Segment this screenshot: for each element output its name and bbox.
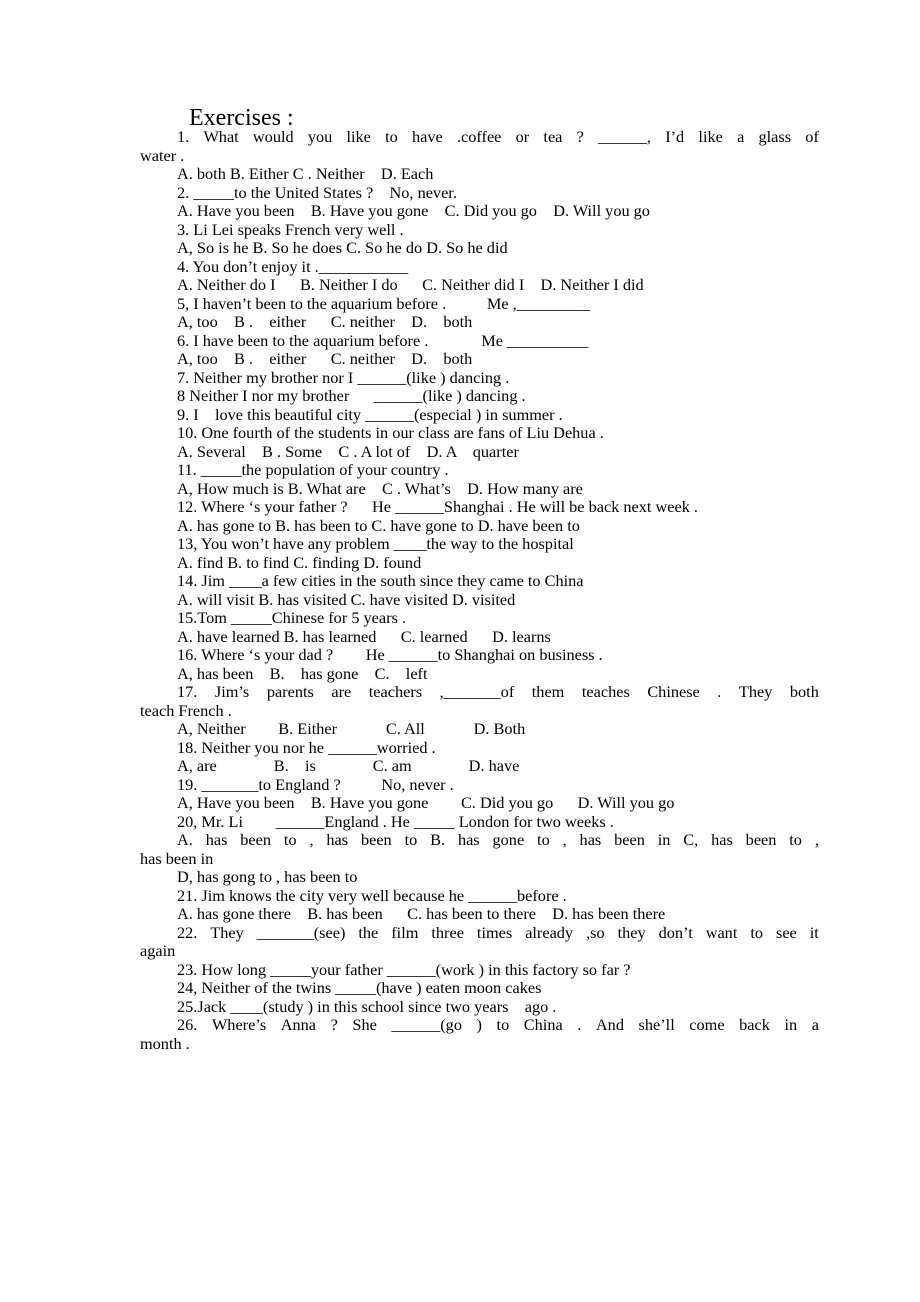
word: Where’s xyxy=(211,1015,267,1034)
word: ,so xyxy=(586,922,605,942)
word: like xyxy=(698,127,723,146)
exercise-line: 5, I haven’t been to the aquarium before . Me ,_________ xyxy=(177,293,590,313)
word: want xyxy=(705,922,738,942)
word: been xyxy=(240,830,272,849)
word: ______(go xyxy=(391,1015,462,1034)
word: in xyxy=(784,1015,798,1034)
exercise-line xyxy=(0,924,819,943)
exercise-line: A, has been B. has gone C. left xyxy=(177,663,428,683)
word: She xyxy=(352,1015,377,1034)
exercise-lines xyxy=(0,128,920,1053)
word: see xyxy=(776,922,797,942)
exercise-line: 25.Jack ____(study ) in this school since two years ago . xyxy=(177,996,557,1016)
exercise-line: 6. I have been to the aquarium before . Me __________ xyxy=(177,330,589,350)
word: to xyxy=(537,830,550,849)
word: both xyxy=(789,682,819,701)
word: been xyxy=(745,830,777,849)
word: parents xyxy=(266,682,314,701)
exercise-line: water . xyxy=(140,145,185,165)
exercise-line: 13, You won’t have any problem ____the way to the hospital xyxy=(177,534,574,553)
word: A. xyxy=(177,830,193,849)
exercise-line: 7. Neither my brother nor I ______(like ) dancing . xyxy=(177,367,510,387)
exercise-line: 4. You don’t enjoy it .___________ xyxy=(177,256,409,276)
exercise-line: 14. Jim ____a few cities in the south since they came to China xyxy=(177,571,584,590)
word: I’d xyxy=(665,127,685,146)
word: has xyxy=(457,830,480,849)
word: China xyxy=(523,1015,563,1034)
exercise-line: 23. How long _____your father ______(work ) in this factory so far ? xyxy=(177,959,631,979)
word: Anna xyxy=(280,1015,317,1034)
exercise-line: A. both B. Either C . Neither D. Each xyxy=(177,164,434,183)
exercise-line: 2. _____to the United States ? No, never. xyxy=(177,182,457,202)
exercise-line xyxy=(0,128,819,147)
word: And xyxy=(595,1015,624,1034)
exercise-line xyxy=(0,831,819,850)
word: Jim’s xyxy=(214,682,250,701)
exercise-line: 15.Tom _____Chinese for 5 years . xyxy=(177,608,407,627)
exercise-line: A. has gone there B. has been C. has been to there D. has been there xyxy=(177,904,666,923)
exercise-line: 10. One fourth of the students in our class are fans of Liu Dehua . xyxy=(177,423,604,442)
word: B. xyxy=(430,830,446,849)
word: are xyxy=(331,682,352,701)
word: What xyxy=(203,127,239,146)
exercise-line: 18. Neither you nor he ______worried . xyxy=(177,737,436,757)
word: to xyxy=(789,830,802,849)
word: has xyxy=(711,830,733,849)
exercise-line xyxy=(0,1016,819,1035)
word: film xyxy=(391,922,419,942)
word: They xyxy=(738,682,773,701)
exercise-line xyxy=(0,683,819,702)
exercise-line: A. has gone to B. has been to C. have gone to D. have been to xyxy=(177,515,580,535)
word: ,_______of xyxy=(439,682,515,701)
word: of xyxy=(805,127,819,146)
word: _______(see) xyxy=(256,922,346,942)
exercise-line: 8 Neither I nor my brother ______(like ) dancing . xyxy=(177,386,526,405)
exercise-line: 9. I love this beautiful city ______(especial ) in summer . xyxy=(177,404,563,424)
word: 22. xyxy=(177,922,198,942)
exercise-line: 24, Neither of the twins _____(have ) eaten moon cakes xyxy=(177,978,542,997)
word: them xyxy=(531,682,565,701)
word: ) xyxy=(476,1015,482,1034)
word: it xyxy=(809,922,819,942)
word: you xyxy=(307,127,333,146)
word: C, xyxy=(683,830,699,849)
exercise-line: A. will visit B. has visited C. have visited D. visited xyxy=(177,589,516,609)
word: They xyxy=(210,922,244,942)
word: the xyxy=(358,922,379,942)
exercise-line: teach French . xyxy=(140,700,232,720)
word: glass xyxy=(758,127,792,146)
word: has xyxy=(579,830,602,849)
exercise-line: A. Have you been B. Have you gone C. Did you go D. Will you go xyxy=(177,201,650,220)
word: a xyxy=(737,127,745,146)
exercise-line: 16. Where ‘s your dad ? He ______to Shanghai on business . xyxy=(177,645,603,664)
word: 17. xyxy=(177,682,198,701)
exercise-line: 12. Where ‘s your father ? He ______Shanghai . He will be back next week . xyxy=(177,497,698,516)
word: been xyxy=(360,830,392,849)
exercise-line: A, are B. is C. am D. have xyxy=(177,756,520,775)
word: to xyxy=(283,830,297,849)
word: would xyxy=(252,127,294,146)
word: to xyxy=(496,1015,510,1034)
word: teaches xyxy=(581,682,630,701)
word: already xyxy=(525,922,574,942)
exercise-line: A, How much is B. What are C . What’s D. How many are xyxy=(177,478,583,498)
word: three xyxy=(431,922,464,942)
exercise-line: D, has gong to , has been to xyxy=(177,867,358,886)
exercise-line: has been in xyxy=(140,848,214,868)
word: don’t xyxy=(658,922,693,942)
page-title: Exercises : xyxy=(189,105,294,131)
exercise-line: again xyxy=(140,941,176,960)
exercise-line: A, Neither B. Either C. All D. Both xyxy=(177,719,526,738)
word: has xyxy=(205,830,228,849)
word: ______, xyxy=(598,127,651,146)
exercise-line: A. have learned B. has learned C. learned D. learns xyxy=(177,626,551,646)
word: back xyxy=(739,1015,770,1034)
exercise-line: A, too B . either C. neither D. both xyxy=(177,349,473,368)
exercise-line: month . xyxy=(140,1033,190,1053)
word: in xyxy=(657,830,671,849)
exercise-line: A, Have you been B. Have you gone C. Did you go D. Will you go xyxy=(177,793,675,812)
exercise-line: A. find B. to find C. finding D. found xyxy=(177,552,422,572)
exercise-line: A, So is he B. So he does C. So he do D. So he did xyxy=(177,238,508,257)
word: tea xyxy=(543,127,563,146)
word: come xyxy=(689,1015,725,1034)
word: .coffee xyxy=(456,127,502,146)
exercise-line: 20, Mr. Li ______England . He _____ London for two weeks . xyxy=(177,811,614,831)
word: , xyxy=(814,830,819,849)
word: have xyxy=(412,127,443,146)
word: to xyxy=(750,922,764,942)
exercise-line: A. Neither do I B. Neither I do C. Neither did I D. Neither I did xyxy=(177,275,644,294)
exercise-line: A. Several B . Some C . A lot of D. A quarter xyxy=(177,441,519,461)
exercise-line: 3. Li Lei speaks French very well . xyxy=(177,219,404,239)
word: a xyxy=(811,1015,819,1034)
word: . xyxy=(577,1015,582,1034)
exercise-line: 11. _____the population of your country . xyxy=(177,460,449,479)
word: . xyxy=(717,682,722,701)
word: has xyxy=(326,830,349,849)
word: to xyxy=(385,127,398,146)
word: to xyxy=(404,830,418,849)
word: ? xyxy=(576,127,584,146)
word: 26. xyxy=(177,1015,198,1034)
exercise-line: A, too B . either C. neither D. both xyxy=(177,312,473,331)
word: or xyxy=(515,127,530,146)
exercise-line: 21. Jim knows the city very well because he ______before . xyxy=(177,885,567,905)
word: she’ll xyxy=(638,1015,675,1034)
word: 1. xyxy=(177,127,190,146)
word: they xyxy=(617,922,646,942)
word: times xyxy=(476,922,513,942)
word: teachers xyxy=(368,682,423,701)
word: Chinese xyxy=(647,682,700,701)
word: , xyxy=(562,830,567,849)
word: like xyxy=(346,127,371,146)
word: ? xyxy=(330,1015,338,1034)
exercise-line: 19. _______to England ? No, never . xyxy=(177,774,454,794)
word: , xyxy=(309,830,314,849)
word: gone xyxy=(492,830,525,849)
word: been xyxy=(614,830,645,849)
